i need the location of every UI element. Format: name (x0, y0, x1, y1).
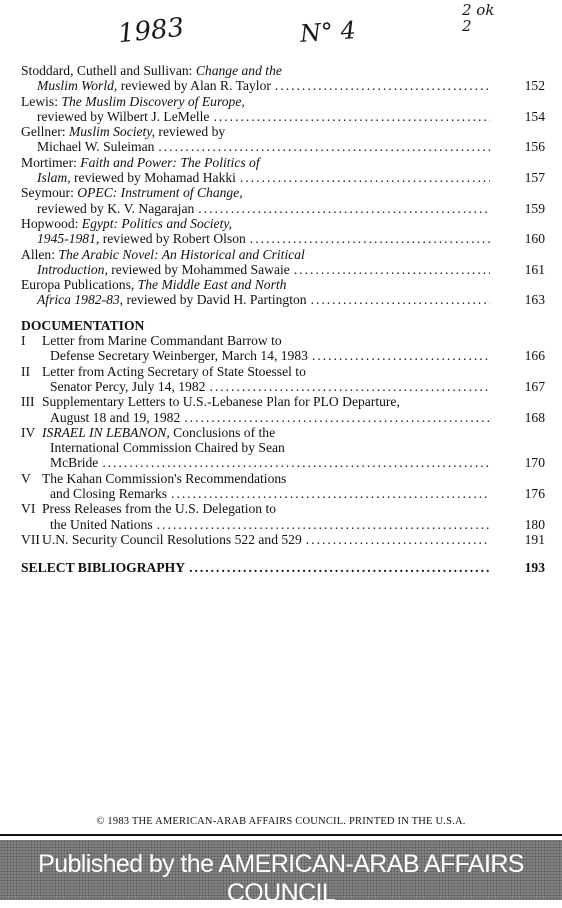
page-number: 193 (524, 560, 545, 576)
entry-text: Muslim World, reviewed by Alan R. Taylor (37, 78, 271, 94)
entry-text: Allen: The Arabic Novel: An Historical and Critical (21, 246, 305, 262)
page-number: 159 (524, 200, 545, 216)
leader-dots (312, 348, 490, 363)
page-number: 156 (524, 139, 545, 155)
leader-dots (189, 560, 490, 575)
leader-dots (158, 139, 490, 154)
entry-text: August 18 and 19, 1982 (50, 409, 181, 425)
entry-text: Letter from Marine Commandant Barrow to (42, 333, 282, 349)
documentation-item (21, 532, 545, 547)
page-number: 180 (524, 516, 545, 532)
page-number: 166 (524, 348, 545, 364)
documentation-item (21, 394, 545, 425)
review-entry (21, 94, 545, 125)
entry-text: Michael W. Suleiman (37, 139, 155, 155)
leader-dots (306, 532, 490, 547)
page-number: 152 (524, 78, 545, 94)
copyright-line: © 1983 THE AMERICAN-ARAB AFFAIRS COUNCIL. PRINTED IN THE U.S.A. (96, 816, 466, 827)
table-of-contents (21, 63, 545, 576)
entry-text: Hopwood: Egypt: Politics and Society, (21, 215, 233, 231)
entry-text: Introduction, reviewed by Mohammed Sawaie (37, 261, 290, 277)
entry-text: Seymour: OPEC: Instrument of Change, (21, 185, 243, 201)
review-entry (21, 216, 545, 247)
page-number: 154 (524, 108, 545, 124)
entry-text: Africa 1982-83, reviewed by David H. Partington (37, 292, 307, 308)
entry-text: Supplementary Letters to U.S.-Lebanese Plan for PLO Departure, (42, 394, 400, 410)
entry-text: The Kahan Commission's Recommendations (42, 470, 287, 486)
leader-dots (102, 455, 490, 470)
handwritten-note: 2 ok 2 (462, 1, 495, 35)
bibliography-entry (21, 560, 545, 575)
roman-numeral: I (21, 333, 26, 349)
documentation-item (21, 425, 545, 471)
documentation-item (21, 471, 545, 502)
leader-dots (209, 379, 490, 394)
entry-text: 1945-1981, reviewed by Robert Olson (37, 231, 246, 247)
page-number: 176 (524, 486, 545, 502)
documentation-list (21, 333, 545, 547)
roman-numeral: III (21, 394, 35, 410)
handwritten-year: 1983 (116, 12, 186, 50)
entry-text: Lewis: The Muslim Discovery of Europe, (21, 93, 245, 109)
leader-dots (311, 292, 490, 307)
page-number: 160 (524, 231, 545, 247)
publisher-name: Published by the AMERICAN-ARAB AFFAIRS COUNCIL (38, 850, 524, 907)
review-entry (21, 124, 545, 155)
leader-dots (250, 231, 490, 246)
entry-text: Gellner: Muslim Society, reviewed by (21, 124, 226, 140)
page-number: 168 (524, 409, 545, 425)
page-number: 157 (524, 170, 545, 186)
leader-dots (198, 201, 490, 216)
leader-dots (240, 170, 490, 185)
entry-text: Islam, reviewed by Mohamad Hakki (37, 170, 236, 186)
leader-dots (184, 410, 490, 425)
documentation-item (21, 501, 545, 532)
roman-numeral: VII (21, 531, 40, 547)
leader-dots (171, 486, 490, 501)
documentation-item (21, 364, 545, 395)
review-entry (21, 155, 545, 186)
entry-text: reviewed by Wilbert J. LeMelle (37, 108, 210, 124)
entry-text: Europa Publications, The Middle East and North (21, 277, 287, 293)
bibliography-label: SELECT BIBLIOGRAPHY (21, 560, 186, 576)
page-number: 161 (524, 261, 545, 277)
entry-text: Press Releases from the U.S. Delegation to (42, 501, 277, 517)
entry-text: ISRAEL IN LEBANON, Conclusions of the (42, 424, 276, 440)
review-entry (21, 63, 545, 94)
handwritten-issue-number: N° 4 (299, 16, 357, 48)
page-number: 163 (524, 292, 545, 308)
roman-numeral: II (21, 363, 31, 379)
roman-numeral: IV (21, 424, 36, 440)
divider-rule (0, 834, 562, 836)
entry-text: Mortimer: Faith and Power: The Politics of (21, 154, 260, 170)
entry-text: Stoddard, Cuthell and Sullivan: Change and the (21, 63, 282, 78)
entry-text: the United Nations (50, 516, 153, 532)
leader-dots (275, 78, 490, 93)
entry-text: Defense Secretary Weinberger, March 14, 1983 (50, 348, 308, 364)
documentation-heading: DOCUMENTATION (21, 317, 145, 333)
entry-text: International Commission Chaired by Sean (50, 440, 285, 456)
roman-numeral: VI (21, 501, 36, 517)
entry-text: Senator Percy, July 14, 1982 (50, 378, 206, 394)
page-number: 191 (524, 531, 545, 547)
entry-text: reviewed by K. V. Nagarajan (37, 200, 195, 216)
entry-text: McBride (50, 455, 99, 471)
entry-text: U.N. Security Council Resolutions 522 and 529 (42, 531, 302, 547)
leader-dots (294, 262, 490, 277)
page-number: 167 (524, 378, 545, 394)
page-number: 170 (524, 455, 545, 471)
leader-dots (213, 109, 490, 124)
review-entry (21, 247, 545, 278)
roman-numeral: V (21, 470, 31, 486)
entry-text: Letter from Acting Secretary of State Stoessel to (42, 363, 306, 379)
documentation-item (21, 333, 545, 364)
review-entry (21, 185, 545, 216)
entry-text: and Closing Remarks (50, 486, 168, 502)
review-entry (21, 277, 545, 308)
book-reviews-list (21, 63, 545, 308)
leader-dots (157, 517, 490, 532)
